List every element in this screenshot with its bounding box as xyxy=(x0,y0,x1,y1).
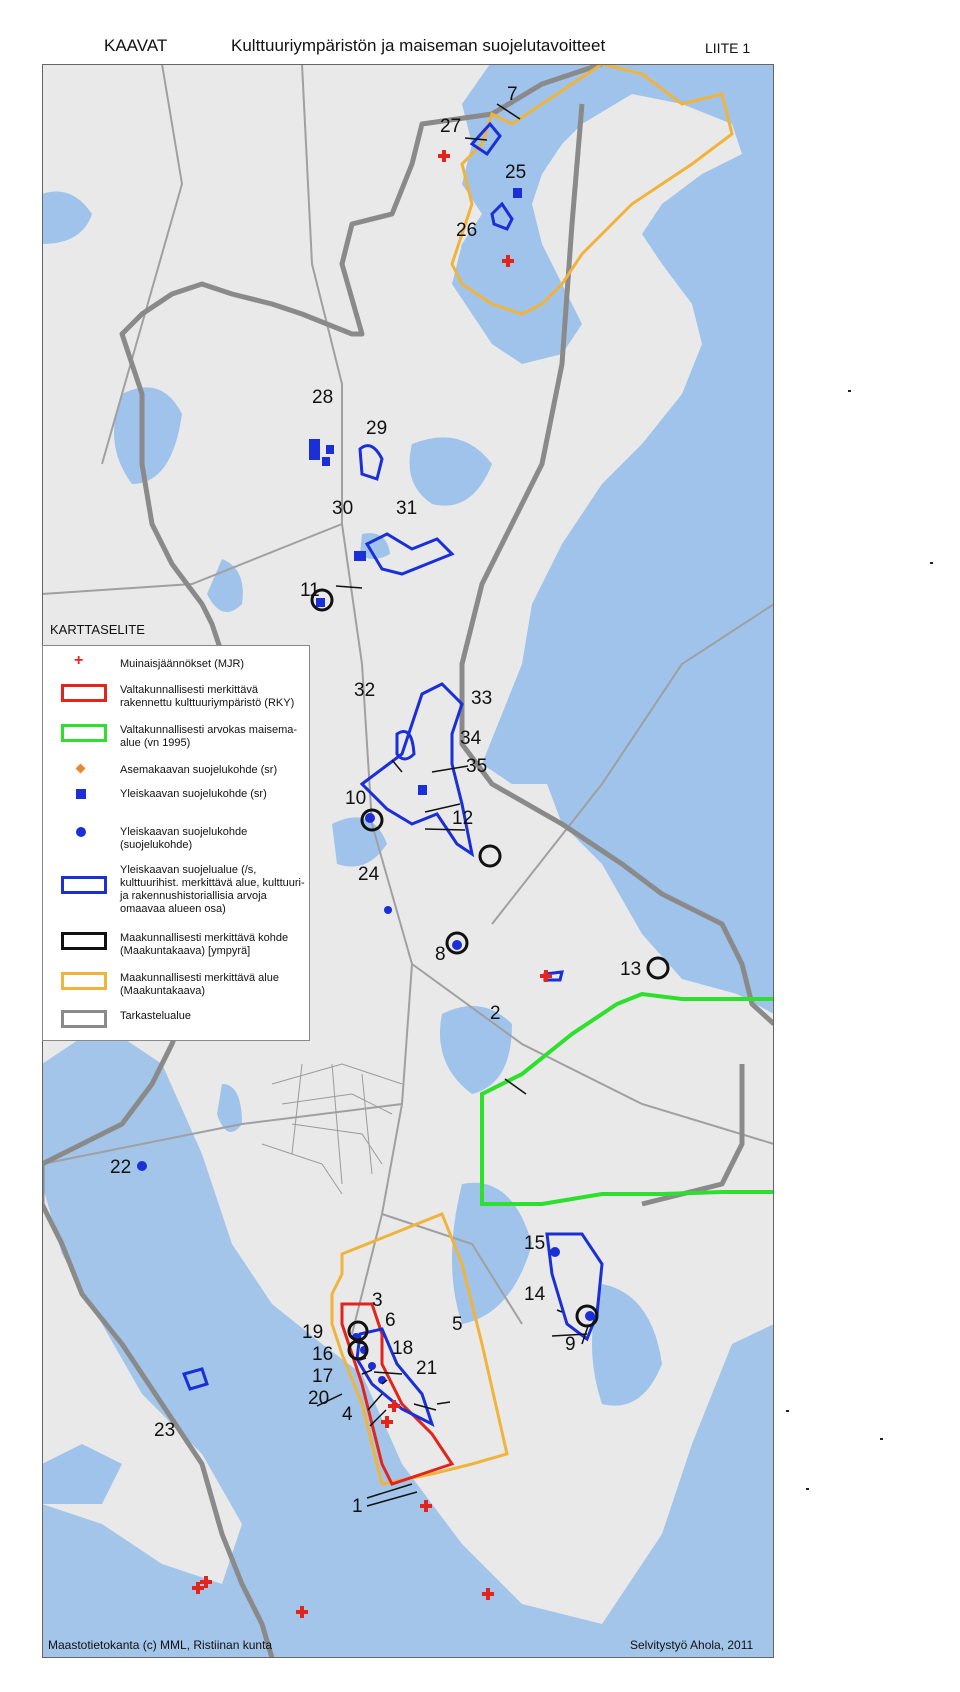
red-cross-icon: + xyxy=(74,652,84,669)
label-1: 1 xyxy=(352,1496,363,1517)
label-6: 6 xyxy=(385,1310,396,1331)
label-22: 22 xyxy=(110,1157,132,1178)
author-credit: Selvitystyö Ahola, 2011 xyxy=(630,1638,754,1652)
label-16: 16 xyxy=(312,1344,334,1365)
header-left: KAAVAT xyxy=(104,36,168,55)
label-29: 29 xyxy=(366,418,388,439)
label-21: 21 xyxy=(416,1358,438,1379)
black-outline-icon xyxy=(61,932,107,950)
stray-mark xyxy=(806,1488,809,1490)
stray-mark xyxy=(930,562,933,564)
label-4: 4 xyxy=(342,1404,353,1425)
orange-diamond-icon xyxy=(76,764,86,774)
label-27: 27 xyxy=(440,116,462,137)
label-24: 24 xyxy=(358,864,380,885)
label-35: 35 xyxy=(466,756,488,777)
green-outline-icon xyxy=(61,724,107,742)
label-7: 7 xyxy=(507,84,518,105)
label-9: 9 xyxy=(565,1334,576,1355)
label-28: 28 xyxy=(312,387,334,408)
label-13: 13 xyxy=(620,959,642,980)
label-25: 25 xyxy=(505,162,527,183)
map-title: Kulttuuriympäristön ja maiseman suojelutavoitteet xyxy=(231,36,606,55)
label-2: 2 xyxy=(490,1003,501,1024)
blue-square-icon xyxy=(76,789,86,799)
label-33: 33 xyxy=(471,688,493,709)
label-11: 11 xyxy=(300,580,320,601)
label-10: 10 xyxy=(345,788,367,809)
label-17: 17 xyxy=(312,1366,334,1387)
label-15: 15 xyxy=(524,1233,546,1254)
label-34: 34 xyxy=(460,728,482,749)
label-23: 23 xyxy=(154,1420,176,1441)
yellow-outline-icon xyxy=(61,972,107,990)
blue-outline-icon xyxy=(61,876,107,894)
gray-outline-icon xyxy=(61,1010,107,1028)
stray-mark xyxy=(880,1438,883,1440)
label-3: 3 xyxy=(372,1290,383,1311)
label-19: 19 xyxy=(302,1322,324,1343)
blue-dot-icon xyxy=(76,827,86,837)
map-source-credit: Maastotietokanta (c) MML, Ristiinan kunta xyxy=(48,1638,273,1652)
label-14: 14 xyxy=(524,1284,546,1305)
label-26: 26 xyxy=(456,220,478,241)
legend-title: KARTTASELITE xyxy=(50,622,145,637)
label-18: 18 xyxy=(392,1338,414,1359)
stray-mark xyxy=(848,390,851,392)
label-5: 5 xyxy=(452,1314,463,1335)
label-20: 20 xyxy=(308,1388,330,1409)
legend-panel: + Muinaisjäännökset (MJR) Valtakunnallisesti merkittävä rakennettu kulttuuriympäristö (RKY) Valtakunnallisesti arvokas maisema-alue (vn 1995) Asemakaavan suojelukohde (sr) Yleiskaavan suojelukohde (sr) Yleiskaavan suojelukohde (suojelukohde) Yleiskaavan suojelualue (/s, kulttuurihist. merkittävä alue, kulttuuri- ja rakennushistoriallisia arvoja omaavaa alueen osa) Maakunnallisesti merkittävä kohde (Maakuntakaava) [ympyrä] Maakunnallisesti merkittävä alue (Maakuntakaava) Tarkastelualue xyxy=(42,645,310,1041)
label-30: 30 xyxy=(332,498,354,519)
label-31: 31 xyxy=(396,498,418,519)
label-12: 12 xyxy=(452,808,474,829)
red-outline-icon xyxy=(61,684,107,702)
appendix-label: LIITE 1 xyxy=(705,40,751,56)
stray-mark xyxy=(786,1410,789,1412)
label-32: 32 xyxy=(354,680,376,701)
label-8: 8 xyxy=(435,944,446,965)
